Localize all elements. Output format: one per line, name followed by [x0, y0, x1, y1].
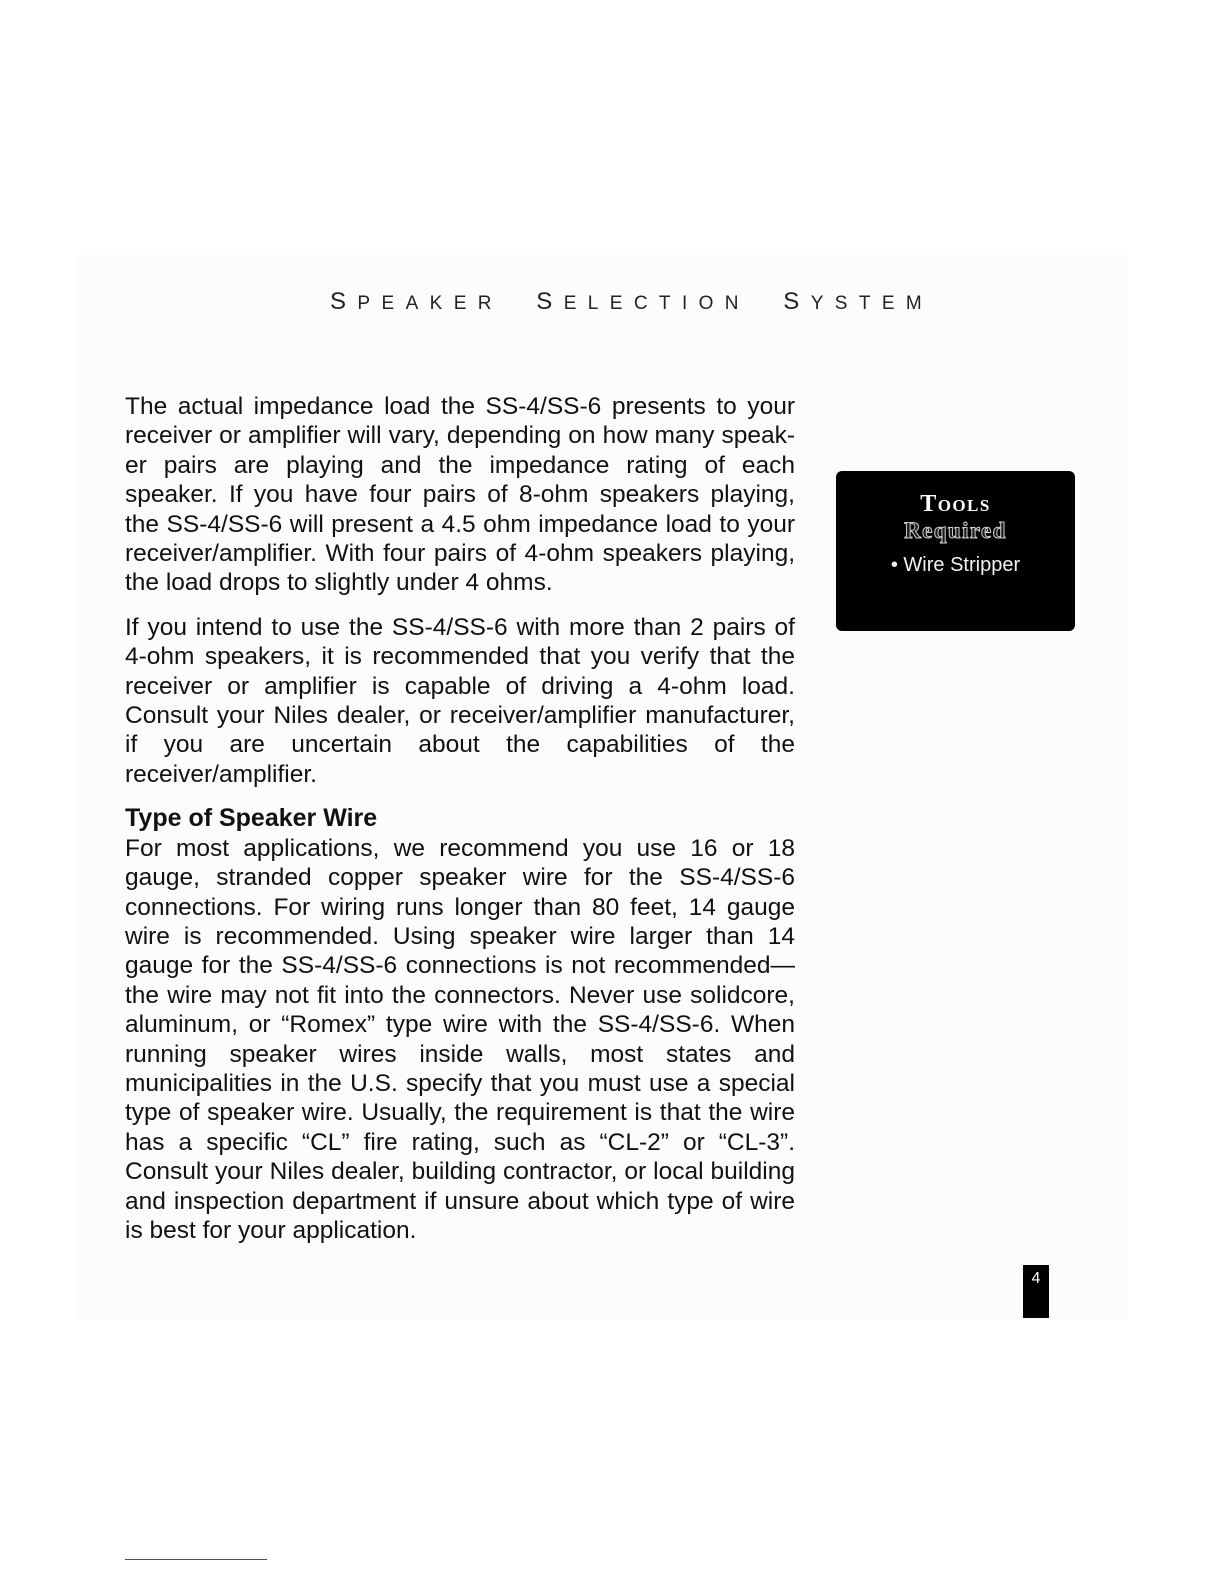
header-initial: S [536, 288, 564, 315]
page-number: 4 [1031, 1270, 1041, 1287]
running-header [330, 288, 933, 316]
section-heading: Type of Speaker Wire [125, 804, 378, 833]
header-word [330, 288, 503, 315]
impedance-paragraph: The actual impedance load the SS-4/SS-6 presents to your receiver or amplifier will vary, depending on how many speaker pairs are playing and the impedance rating of each speaker. If you have four pairs of 8-ohm speakers playing, the SS-4/SS-6 will present a 4.5 ohm impedance load to your receiver/amplifier. With four pairs of 4-ohm speakers playing, the load drops to slightly under 4 ohms. [125, 393, 795, 597]
tool-item: • Wire Stripper [890, 554, 1021, 576]
header-initial: S [330, 288, 358, 315]
page-number-tab [1023, 1265, 1049, 1318]
header-word [783, 288, 934, 315]
tools-subtitle: Required [904, 518, 1007, 543]
header-word [536, 288, 750, 315]
footnote-rule [125, 1559, 267, 1560]
tools-required-box [836, 471, 1075, 631]
tools-title: Tools [920, 491, 991, 517]
body-column [125, 392, 795, 1245]
header-initial: S [783, 288, 811, 315]
header-rest: PEAKER [357, 293, 503, 314]
header-rest: ELECTION [563, 293, 750, 314]
tools-list [836, 554, 1075, 577]
four-ohm-paragraph: If you intend to use the SS-4/SS-6 with more than 2 pairs of 4-ohm speakers, it is recommended that you verify that the receiver or amplifier is capable of driving a 4-ohm load. Consult your Niles dealer, or receiver/amplifier manufacturer, if you are uncertain about the capabilities of the receiver/amplifier. [125, 613, 795, 788]
speaker-wire-paragraph: For most applications, we recommend you use 16 or 18 gauge, stranded copper speaker wire for the SS-4/SS-6 connections. For wiring runs longer than 80 feet, 14 gauge wire is recommended. Using speaker wire larger than 14 gauge for the SS-4/SS-6 connections is not recommended—the wire may not fit into the connectors. Never use solidcore, aluminum, or “Romex” type wire with the SS-4/SS-6. When running speaker wires inside walls, most states and municipalities in the U.S. specify that you must use a special type of speaker wire. Usually, the requirement is that the wire has a specific “CL” fire rating, such as “CL-2” or “CL-3”. Consult your Niles dealer, building contractor, or local building and inspection department if unsure about which type of wire is best for your application. [125, 834, 795, 1244]
header-rest: YSTEM [810, 293, 934, 314]
